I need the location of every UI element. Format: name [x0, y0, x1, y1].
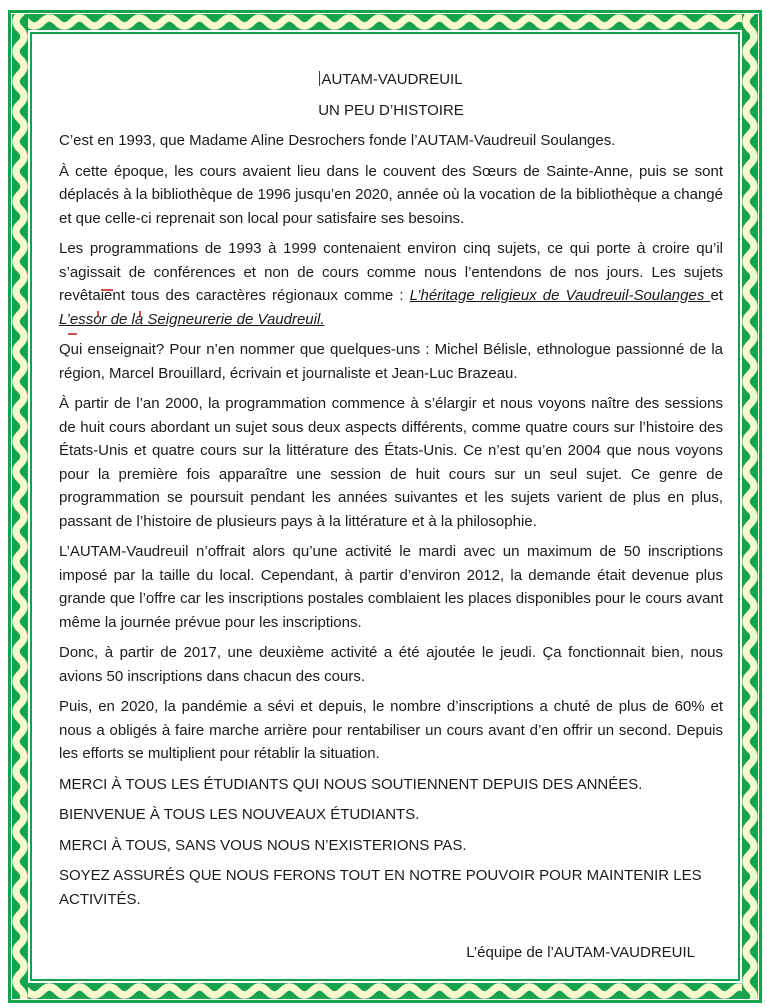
paragraph-teachers[interactable]: Qui enseignait? Pour n’en nommer que quelques-uns : Michel Bélisle, ethnologue passionné de la région, Marcel Brouillard, écrivain et journaliste et Jean-Luc Brazeau. [59, 341, 723, 382]
border-wave-top [12, 14, 758, 30]
p3-text-start: Les programmations de 1993 à 1999 contenaient environ cinq sujets, ce qui porte à croire qu’il s’agissait de conférences et non de cours comme nous l’entendons de nos jours. Les sujets revêta [59, 240, 723, 304]
p3-connector-et: et [710, 287, 723, 304]
p3-red-overline-mark: ie [100, 287, 113, 304]
paragraph-tuesday-activity[interactable]: L’AUTAM-Vaudreuil n’offrait alors qu’une activité le mardi avec un maximum de 50 inscriptions imposé par la taille du local. Cependant, à partir d’environ 2012, la demande était devenue plus grande que l’offre car les inscriptions postales comblaient les places disponibles pour le cours avant même la journée prévue pour les inscriptions. [59, 543, 723, 631]
p3-red-tick-mark-2: a [134, 310, 144, 328]
course-title-essor-part1: L’ess [59, 310, 94, 328]
paragraph-thursday-2017[interactable]: Donc, à partir de 2017, une deuxième activité a été ajoutée le jeudi. Ça fonctionnait bien, nous avions 50 inscriptions dans chacun des cours. [59, 644, 723, 685]
doc-subtitle[interactable]: UN PEU D’HISTOIRE [318, 101, 464, 119]
signature-line[interactable]: L’équipe de l’AUTAM-VAUDREUIL [466, 944, 695, 961]
paragraph-founding-1993[interactable]: C’est en 1993, que Madame Aline Desrochers fonde l’AUTAM-Vaudreuil Soulanges. [59, 132, 616, 149]
border-wave-bottom [12, 983, 758, 999]
document-content[interactable] [32, 34, 738, 979]
paragraph-programs-1993-1999[interactable] [59, 237, 723, 331]
assurance-line[interactable]: SOYEZ ASSURÉS QUE NOUS FERONS TOUT EN NOTRE POUVOIR POUR MAINTENIR LES ACTIVITÉS. [59, 867, 702, 908]
paragraph-pandemic-2020[interactable]: Puis, en 2020, la pandémie a sévi et depuis, le nombre d’inscriptions a chuté de plus de 60% et nous a obligés à faire marche arrière pour rentabiliser un cours avant d’en offrir un second. Depuis les efforts se multiplient pour rétablir la situation. [59, 698, 723, 762]
p3-red-tick-mark-1: o [93, 310, 102, 328]
page-border-outer [8, 10, 762, 1003]
paragraph-expansion-2000[interactable]: À partir de l’an 2000, la programmation commence à s’élargir et nous voyons naître des sessions de huit cours abordant un sujet sous deux aspects différents, comme quatre cours sur l’histoire des États-Unis et quatre cours sur la littérature des États-Unis. Ce n’est qu’en 2004 que nous voyons pour la première fois apparaître une session de huit cours sur un seul sujet. Ce genre de programmation se poursuit pendant les années suivantes et les sujets varient de plus en plus, passant de l’histoire de plusieurs pays à la littérature et à la philosophie. [59, 395, 723, 530]
thanks-line-students[interactable]: MERCI À TOUS LES ÉTUDIANTS QUI NOUS SOUTIENNENT DEPUIS DES ANNÉES. [59, 775, 643, 793]
doc-title[interactable] [59, 68, 723, 92]
course-title-heritage-religieux: L’héritage religieux de Vaudreuil-Soulanges [409, 287, 711, 304]
paragraph-location-history[interactable]: À cette époque, les cours avaient lieu dans le couvent des Sœurs de Sainte-Anne, puis se sont déplacés à la bibliothèque de 1996 jusqu’en 2020, année où la vocation de la bibliothèque a changé et que celle-ci reprenait son local pour satisfaire ses besoins. [59, 162, 723, 227]
border-wave-left [12, 14, 28, 999]
thanks-line-all[interactable]: MERCI À TOUS, SANS VOUS NOUS N’EXISTERIONS PAS. [59, 836, 467, 854]
border-wave-right [742, 14, 758, 999]
course-title-essor-part2: r de l [101, 310, 135, 328]
page-border-wave-band [12, 14, 758, 999]
doc-title-text: AUTAM-VAUDREUIL [321, 71, 463, 88]
course-title-essor-part3: Seigneurerie de Vaudreuil. [143, 310, 325, 328]
welcome-line-new-students[interactable]: BIENVENUE À TOUS LES NOUVEAUX ÉTUDIANTS. [59, 806, 420, 823]
p3-text-mid: nt tous des caractères régionaux comme : [112, 287, 410, 304]
